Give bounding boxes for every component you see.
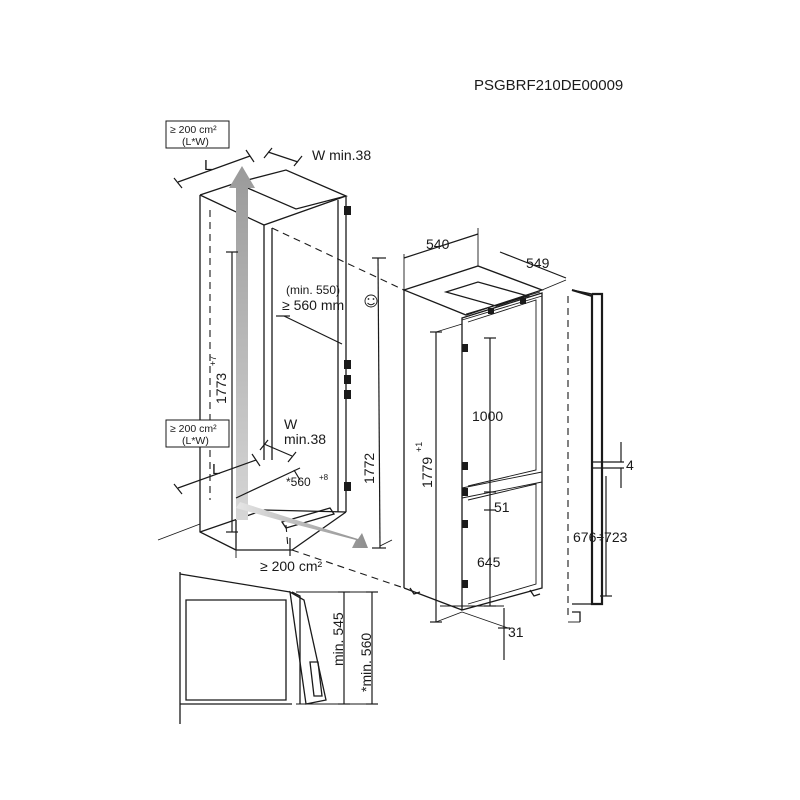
side-profile bbox=[568, 290, 624, 622]
vent-bottom-w-min-label: min.38 bbox=[284, 431, 327, 447]
hinge-icon bbox=[462, 462, 468, 470]
vent-top-formula: (L*W) bbox=[182, 136, 209, 148]
appliance-hinges bbox=[462, 298, 526, 588]
appliance-door-height-tolerance: +1 bbox=[414, 441, 424, 452]
niche-depth-min-label: (min. 550) bbox=[286, 283, 341, 297]
appliance-door-height-label: 1779 bbox=[419, 456, 435, 488]
niche-height-tolerance: +7 bbox=[208, 355, 218, 366]
hinge-icon bbox=[344, 482, 351, 491]
drawing-code: PSGBRF210DE00009 bbox=[474, 77, 624, 94]
niche-width-tolerance: +8 bbox=[319, 473, 329, 482]
niche-depth-label: ≥ 560 mm bbox=[282, 297, 345, 313]
hinge-icon bbox=[344, 390, 351, 399]
plan-min-560-label: *min. 560 bbox=[358, 632, 374, 692]
vent-top bbox=[166, 121, 371, 188]
hinge-icon bbox=[344, 360, 351, 369]
niche-inner-height-label: 1772 bbox=[361, 452, 377, 484]
appliance-width-label: 540 bbox=[426, 236, 450, 252]
upper-door-label: 1000 bbox=[472, 408, 504, 424]
side-range-label: 676÷723 bbox=[573, 529, 628, 545]
hinge-icon bbox=[462, 488, 468, 496]
hinge-icon bbox=[488, 308, 494, 314]
bottom-label: 31 bbox=[508, 624, 524, 640]
hinge-icon bbox=[344, 375, 351, 384]
hinge-icon bbox=[344, 206, 351, 215]
plan-min-545-label: min. 545 bbox=[330, 612, 346, 666]
smiley-icon bbox=[365, 295, 377, 307]
side-gap-label: 4 bbox=[626, 457, 634, 473]
gap-label: 51 bbox=[494, 499, 510, 515]
niche-hinges bbox=[344, 206, 351, 491]
vent-bottom-area: ≥ 200 cm² bbox=[170, 423, 217, 435]
hinge-icon bbox=[462, 580, 468, 588]
niche-cabinet bbox=[158, 170, 392, 558]
hinge-icon bbox=[462, 344, 468, 352]
vent-bottom-l-label: L bbox=[212, 461, 221, 478]
hinge-icon bbox=[462, 520, 468, 528]
lower-door-label: 645 bbox=[477, 554, 501, 570]
airflow-floor-arrow bbox=[236, 502, 368, 548]
vent-top-w-label: W min.38 bbox=[312, 147, 372, 163]
vent-bottom-formula: (L*W) bbox=[182, 435, 209, 447]
side-dimensions bbox=[600, 442, 621, 596]
vent-bottom-w-label: W bbox=[284, 416, 298, 432]
vent-top-l-label: L bbox=[204, 157, 213, 174]
floor-vent-label: ≥ 200 cm² bbox=[260, 558, 323, 574]
hinge-icon bbox=[520, 298, 526, 304]
niche-width-label: *560 bbox=[286, 475, 311, 489]
niche-height-label: 1773 bbox=[213, 372, 229, 404]
vent-top-area: ≥ 200 cm² bbox=[170, 124, 217, 136]
appliance-depth-label: 549 bbox=[526, 255, 550, 271]
appliance-body bbox=[404, 266, 542, 610]
